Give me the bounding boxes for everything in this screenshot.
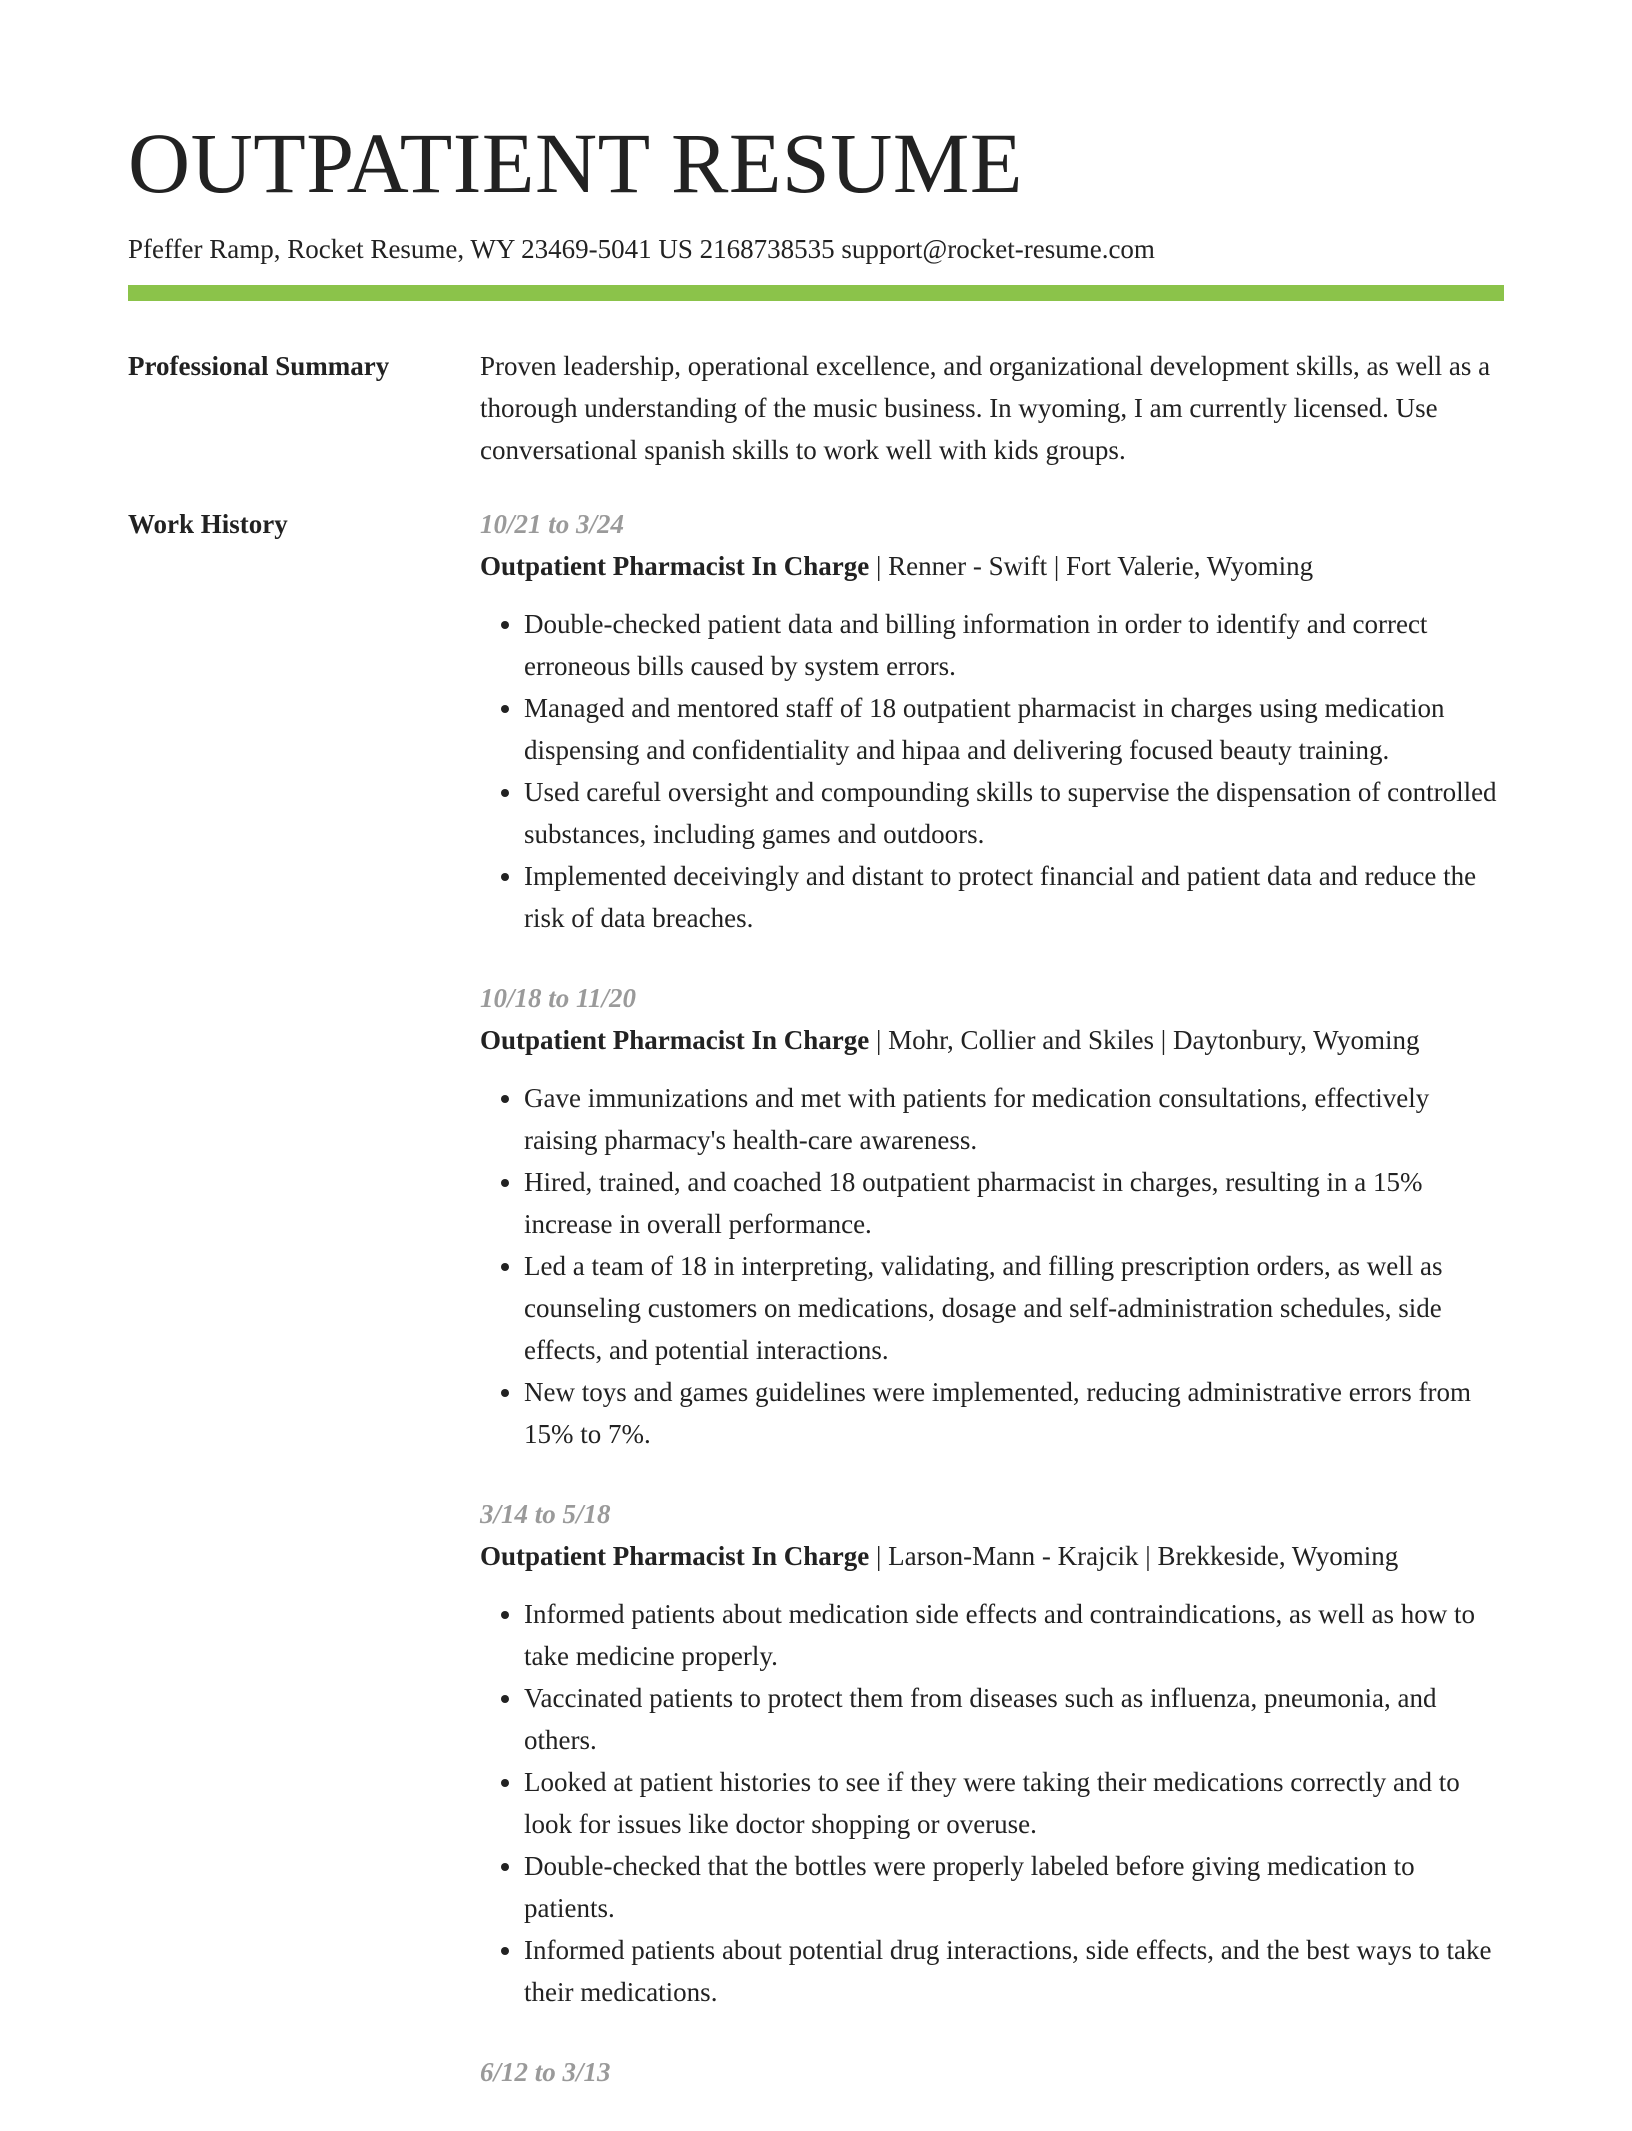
accent-divider — [128, 285, 1504, 301]
job-bullet: • Vaccinated patients to protect them from diseases such as influenza, pneumonia, and others. — [524, 1677, 1504, 1761]
job-entry — [480, 2051, 1504, 2093]
job-bullet: • Informed patients about medication side effects and contraindications, as well as how to take medicine properly. — [524, 1593, 1504, 1677]
job-dates: 6/12 to 3/13 — [480, 2057, 611, 2087]
job-heading — [480, 1535, 1504, 1577]
contact-line: Pfeffer Ramp, Rocket Resume, WY 23469-5041 US 2168738535 support@rocket-resume.com — [128, 234, 1155, 264]
job-bullet-list — [480, 1593, 1504, 2013]
job-title: Outpatient Pharmacist In Charge — [480, 1541, 870, 1571]
job-dates: 10/18 to 11/20 — [480, 983, 637, 1013]
summary-body — [480, 345, 1504, 471]
job-bullet: • Informed patients about potential drug interactions, side effects, and the best ways to take their medications. — [524, 1929, 1504, 2013]
job-bullet: • Hired, trained, and coached 18 outpatient pharmacist in charges, resulting in a 15% increase in overall performance. — [524, 1161, 1504, 1245]
job-bullet: • Looked at patient histories to see if they were taking their medications correctly and to look for issues like doctor shopping or overuse. — [524, 1761, 1504, 1845]
job-bullet: • Implemented deceivingly and distant to protect financial and patient data and reduce the risk of data breaches. — [524, 855, 1504, 939]
section-label-summary: Professional Summary — [128, 351, 390, 381]
job-bullet: • Used careful oversight and compounding skills to supervise the dispensation of controlled substances, including games and outdoors. — [524, 771, 1504, 855]
job-bullet: • Led a team of 18 in interpreting, validating, and filling prescription orders, as well as counseling customers on medications, dosage and self-administration schedules, side effects, and potential interactions. — [524, 1245, 1504, 1371]
job-entry — [480, 1493, 1504, 2013]
job-title: Outpatient Pharmacist In Charge — [480, 551, 870, 581]
job-bullet: • Double-checked patient data and billing information in order to identify and correct erroneous bills caused by system errors. — [524, 603, 1504, 687]
job-bullet: • Double-checked that the bottles were properly labeled before giving medication to patients. — [524, 1845, 1504, 1929]
summary-text: Proven leadership, operational excellence, and organizational development skills, as well as a thorough understanding of the music business. In wyoming, I am currently licensed. Use conversational spanish skills to work well with kids groups. — [480, 351, 1491, 465]
section-label-work-history: Work History — [128, 509, 288, 539]
job-bullet-list — [480, 1077, 1504, 1455]
resume-title: OUTPATIENT RESUME — [128, 115, 1023, 211]
job-entry — [480, 977, 1504, 1455]
job-company-location: | Renner - Swift | Fort Valerie, Wyoming — [869, 551, 1314, 581]
job-dates: 10/21 to 3/24 — [480, 509, 625, 539]
job-title: Outpatient Pharmacist In Charge — [480, 1025, 870, 1055]
job-bullet: • Managed and mentored staff of 18 outpatient pharmacist in charges using medication dispensing and confidentiality and hipaa and delivering focused beauty training. — [524, 687, 1504, 771]
job-heading — [480, 1019, 1504, 1061]
job-heading — [480, 545, 1504, 587]
work-history-body — [480, 503, 1504, 2131]
job-dates: 3/14 to 5/18 — [480, 1499, 611, 1529]
job-bullet: • New toys and games guidelines were implemented, reducing administrative errors from 15% to 7%. — [524, 1371, 1504, 1455]
job-entry — [480, 503, 1504, 939]
job-bullet-list — [480, 603, 1504, 939]
job-bullet: • Gave immunizations and met with patients for medication consultations, effectively raising pharmacy's health-care awareness. — [524, 1077, 1504, 1161]
job-company-location: | Mohr, Collier and Skiles | Daytonbury, Wyoming — [869, 1025, 1420, 1055]
job-company-location: | Larson-Mann - Krajcik | Brekkeside, Wyoming — [869, 1541, 1399, 1571]
